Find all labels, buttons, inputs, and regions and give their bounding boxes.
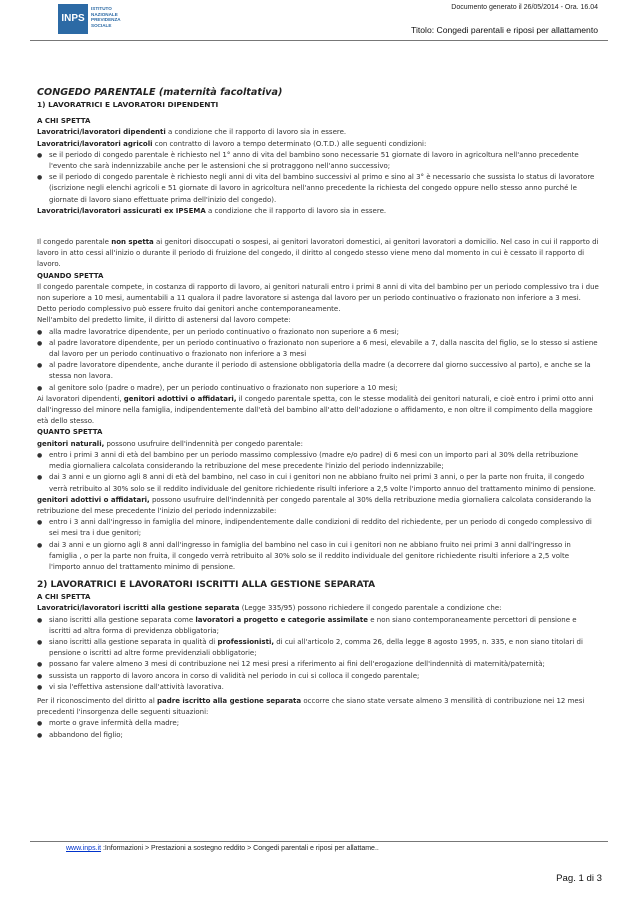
document-body xyxy=(37,86,600,741)
inps-logo xyxy=(58,4,132,34)
document-title: Titolo: Congedi parentali e riposi per allattamento xyxy=(411,25,598,35)
list-adottivi xyxy=(37,517,600,573)
heading-a-chi-spetta: A CHI SPETTA xyxy=(37,117,91,126)
heading-quanto-spetta: QUANTO SPETTA xyxy=(37,428,103,437)
paragraph-naturali: genitori naturali, possono usufruire dell'indennità per congedo parentale: xyxy=(37,439,303,448)
list-item: ● al padre lavoratore dipendente, anche durante il periodo di astensione obbligatoria della madre (a decorrere dal giorno successivo al parto), e anche se la stessa non lavora. xyxy=(37,360,600,382)
paragraph-adottivi: Ai lavoratori dipendenti, genitori adottivi o affidatari, il congedo parentale spetta, con le stesse modalità dei genitori naturali, e cioè entro i primi otto anni dall'ingresso del minore nella famiglia, indipendentemente dall'età del bambino all'atto dell'adozione o affidamento, e non oltre il compimento della maggiore età dello stesso. xyxy=(37,394,594,426)
list-item: ● possano far valere almeno 3 mesi di contribuzione nei 12 mesi presi a riferimento ai fini dell'erogazione dell'indennità di maternità/paternità; xyxy=(37,659,600,670)
list-item: ● al padre lavoratore dipendente, per un periodo continuativo o frazionato non superiore a 6 mesi, elevabile a 7, dalla nascita del figlio, se lo stesso si astiene dal lavoro per un periodo continuativo o frazionato non inferiore a 3 mesi xyxy=(37,338,600,360)
list-padre xyxy=(37,718,600,740)
inps-logo-text: ISTITUTO NAZIONALE PREVIDENZA SOCIALE xyxy=(91,6,121,28)
paragraph-agricoli: Lavoratrici/lavoratori agricoli con contratto di lavoro a tempo determinato (O.T.D.) alle seguenti condizioni: xyxy=(37,139,427,148)
list-quando-spetta xyxy=(37,327,600,394)
paragraph-dipendenti: Lavoratrici/lavoratori dipendenti a condizione che il rapporto di lavoro sia in essere. xyxy=(37,128,347,137)
paragraph-limite: Nell'ambito del predetto limite, il diritto di astenersi dal lavoro compete: xyxy=(37,316,291,325)
paragraph-non-spetta: Il congedo parentale non spetta ai genitori disoccupati o sospesi, ai genitori lavoratori domestici, ai genitori lavoratori a domicilio. Nel caso in cui il rapporto di lavoro in atto cessi all'inizio o durante il periodo di fruizione del congedo, il diritto al congedo stesso viene meno dal momento in cui è cessato il rapporto di lavoro. xyxy=(37,238,599,269)
list-item: ● entro i primi 3 anni di età del bambino per un periodo massimo complessivo (madre e/o padre) di 6 mesi con un importo pari al 30% della retribuzione media giornaliera calcolata considerando la retribuzione del mese precedente l'inizio del periodo indennizzabile; xyxy=(37,450,600,472)
paragraph-adottivi-indennita: genitori adottivi o affidatari, possono usufruire dell'indennità per congedo parentale al 30% della retribuzione media giornaliera calcolata considerando la retribuzione del mese precedente l'inizio del periodo indennizzabile: xyxy=(37,495,592,515)
list-gestione-separata xyxy=(37,615,600,693)
list-item: ● vi sia l'effettiva astensione dall'attività lavorativa. xyxy=(37,682,600,693)
list-item: ● entro i 3 anni dall'ingresso in famiglia del minore, indipendentemente dalle condizioni di reddito del richiedente, per un periodo di congedo complessivo di sei mesi tra i due genitori; xyxy=(37,517,600,539)
paragraph-quando-spetta: Il congedo parentale compete, in costanza di rapporto di lavoro, ai genitori naturali entro i primi 8 anni di vita del bambino per un periodo complessivo tra i due non superiore a 10 mesi, aumentabili a 11 qualora il padre lavoratore si astenga dal lavoro per un periodo continuativo o frazionato non inferiore a 3 mesi. Detto periodo complessivo può essere fruito dai genitori anche contemporaneamente. xyxy=(37,282,599,314)
paragraph-gestione-separata: Lavoratrici/lavoratori iscritti alla gestione separata (Legge 335/95) possono richiedere il congedo parentale a condizione che: xyxy=(37,604,502,613)
heading-a-chi-spetta-2: A CHI SPETTA xyxy=(37,593,91,602)
inps-logo-mark: INPS xyxy=(58,4,88,34)
footer-breadcrumb xyxy=(66,845,379,852)
header-divider xyxy=(30,40,608,41)
list-item: ● siano iscritti alla gestione separata in qualità di professionisti, di cui all'articolo 2, comma 26, della legge 8 agosto 1995, n. 335, e non siano titolari di pensione o iscritti ad altre forme previdenziali obbligatorie; xyxy=(37,637,600,659)
paragraph-ipsema: Lavoratrici/lavoratori assicurati ex IPSEMA a condizione che il rapporto di lavoro sia in essere. xyxy=(37,206,387,215)
section-2-title: 2) LAVORATRICI E LAVORATORI ISCRITTI ALLA GESTIONE SEPARATA xyxy=(37,580,376,591)
list-item: ● sussista un rapporto di lavoro ancora in corso di validità nel periodo in cui si colloca il congedo parentale; xyxy=(37,671,600,682)
list-naturali xyxy=(37,450,600,495)
list-item: ● abbandono del figlio; xyxy=(37,730,600,741)
list-item: ● se il periodo di congedo parentale è richiesto nel 1° anno di vita del bambino sono necessarie 51 giornate di lavoro in agricoltura nell'anno precedente l'evento che sarà indennizzabile anche per le astensioni che si protraggono nell'anno successivo; xyxy=(37,150,600,172)
list-item: ● dai 3 anni e un giorno agli 8 anni di età del bambino, nel caso in cui i genitori non ne abbiano fruito nei primi 3 anni, o per la parte non fruita, il congedo verrà retribuito al 30% solo se il reddito individuale del genitore richiedente risulti inferiore a 2,5 volte l'importo annuo del trattamento minimo di pensione. xyxy=(37,472,600,494)
footer-path: :Informazioni > Prestazioni a sostegno reddito > Congedi parentali e riposi per allattame.. xyxy=(101,845,379,852)
list-item: ● se il periodo di congedo parentale è richiesto negli anni di vita del bambino successivi al primo e sino al 3° è necessario che sussista lo status di lavoratore (iscrizione negli elenchi agricoli e 51 giornate di lavoro in agricoltura nell'anno precedente la richiesta del congedo oppure nello stesso anno purché le giornate di lavoro siano effettuate prima dell'inizio del congedo). xyxy=(37,172,600,206)
footer-divider xyxy=(30,841,608,842)
list-item: ● dai 3 anni e un giorno agli 8 anni dall'ingresso in famiglia del bambino nel caso in cui i genitori non ne abbiano fruito nei primi 3 anni dall'ingresso in famiglia , o per la parte non fruita, il congedo verrà retribuito al 30% solo se il reddito individuale del genitore richiedente risulti inferiore a 2,5 volte l'importo annuo del trattamento minimo di pensione. xyxy=(37,540,600,574)
paragraph-padre: Per il riconoscimento del diritto al padre iscritto alla gestione separata occorre che siano state versate almeno 3 mensilità di contribuzione nei 12 mesi precedenti l'insorgenza delle seguenti situazioni: xyxy=(37,696,585,717)
list-item: ● alla madre lavoratrice dipendente, per un periodo continuativo o frazionato non superiore a 6 mesi; xyxy=(37,327,600,338)
list-item: ● morte o grave infermità della madre; xyxy=(37,718,600,729)
list-item: ● siano iscritti alla gestione separata come lavoratori a progetto e categorie assimilate e non siano contemporaneamente percettori di pensione e iscritti ad altra forma di previdenza obbligatoria; xyxy=(37,615,600,637)
list-agricoli xyxy=(37,150,600,206)
section-subtitle: 1) LAVORATRICI E LAVORATORI DIPENDENTI xyxy=(37,100,219,109)
section-title: CONGEDO PARENTALE (maternità facoltativa) xyxy=(37,87,283,98)
inps-link[interactable]: www.inps.it xyxy=(66,845,102,852)
list-item: ● al genitore solo (padre o madre), per un periodo continuativo o frazionato non superiore a 10 mesi; xyxy=(37,383,600,394)
generation-timestamp: Documento generato il 26/05/2014 - Ora. 16.04 xyxy=(451,4,598,11)
page-number: Pag. 1 di 3 xyxy=(556,873,602,884)
heading-quando-spetta: QUANDO SPETTA xyxy=(37,271,104,280)
